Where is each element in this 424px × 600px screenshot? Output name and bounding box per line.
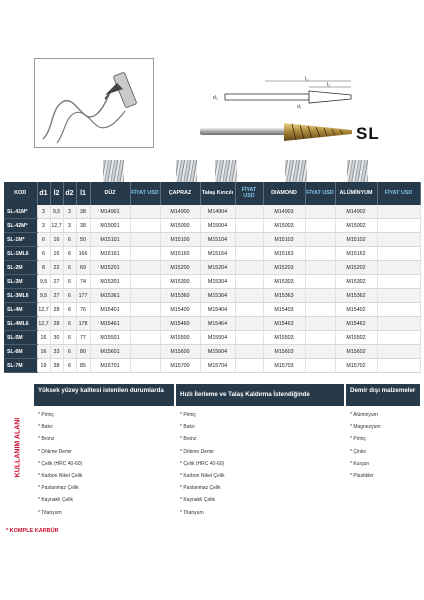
table-cell: 80: [76, 345, 90, 359]
table-cell: M14901: [90, 205, 130, 219]
table-cell: [377, 317, 420, 331]
table-cell: 3: [63, 205, 76, 219]
col-header: ÇAPRAZ: [160, 182, 200, 205]
table-cell: [377, 331, 420, 345]
usage-item: * Titanyum: [180, 507, 344, 519]
tool-photo: [196, 115, 356, 147]
table-cell: 77: [76, 331, 90, 345]
table-cell: [235, 233, 263, 247]
usage-list: [346, 406, 420, 482]
table-cell: [377, 289, 420, 303]
col-header: ALÜMİNYUM: [335, 182, 377, 205]
table-cell: M15604: [200, 345, 235, 359]
table-cell: [377, 205, 420, 219]
product-code-cell: SL-2M: [4, 261, 37, 275]
table-cell: M15163: [263, 247, 305, 261]
table-cell: [130, 331, 160, 345]
table-cell: M15401: [90, 303, 130, 317]
swatch-duz: [103, 160, 124, 182]
product-code-cell: SL-3M: [4, 275, 37, 289]
table-cell: M15461: [90, 317, 130, 331]
table-cell: M15003: [263, 219, 305, 233]
usage-list: [34, 406, 174, 519]
table-cell: [305, 317, 335, 331]
table-cell: [377, 275, 420, 289]
table-cell: M15202: [335, 261, 377, 275]
table-cell: M15500: [160, 331, 200, 345]
table-row: [4, 247, 420, 261]
table-cell: [235, 219, 263, 233]
col-header: l2: [50, 182, 63, 205]
table-cell: [130, 317, 160, 331]
table-cell: [130, 205, 160, 219]
table-cell: M15702: [335, 359, 377, 373]
product-code-cell: SL-42M*: [4, 219, 37, 233]
col-header: FİYAT USD: [235, 182, 263, 205]
product-code-cell: SL-3ML6: [4, 289, 37, 303]
table-cell: M15504: [200, 331, 235, 345]
table-cell: M15600: [160, 345, 200, 359]
table-cell: [377, 219, 420, 233]
table-cell: 6: [63, 331, 76, 345]
table-cell: 8: [37, 261, 50, 275]
table-row: [4, 317, 420, 331]
table-cell: M14904: [200, 205, 235, 219]
usage-item: * Magnezyum: [350, 421, 420, 433]
table-cell: [235, 331, 263, 345]
table-cell: M15002: [335, 219, 377, 233]
table-cell: 6: [63, 317, 76, 331]
table-cell: [305, 205, 335, 219]
product-code-cell: SL-4ML6: [4, 317, 37, 331]
table-cell: M15103: [263, 233, 305, 247]
dim-d2-label: d₂: [213, 95, 218, 101]
table-cell: 19: [37, 359, 50, 373]
table-cell: [377, 303, 420, 317]
table-header-row: [4, 182, 420, 205]
table-cell: [305, 303, 335, 317]
usage-column-1: [34, 384, 174, 524]
usage-item: * Plastikler: [350, 470, 420, 482]
table-cell: [305, 247, 335, 261]
usage-heading: Yüksek yüzey kalitesi istenilen durumlarda: [34, 384, 174, 406]
table-cell: 30: [50, 331, 63, 345]
table-cell: M14902: [335, 205, 377, 219]
usage-item: * Dökme Demir: [180, 446, 344, 458]
table-row: [4, 275, 420, 289]
table-cell: M15100: [160, 233, 200, 247]
usage-item: * Pirinç: [38, 409, 174, 421]
usage-item: * Çinko: [350, 446, 420, 458]
table-cell: [305, 359, 335, 373]
table-cell: M15601: [90, 345, 130, 359]
table-cell: 6: [63, 345, 76, 359]
product-illustrations: [0, 0, 424, 158]
table-cell: M15162: [335, 247, 377, 261]
table-cell: M15700: [160, 359, 200, 373]
table-cell: 38: [76, 205, 90, 219]
dim-l2-label: l₂: [327, 82, 331, 88]
col-header: DIAMOND: [263, 182, 305, 205]
table-cell: [377, 233, 420, 247]
usage-item: * Alüminyum: [350, 409, 420, 421]
table-cell: [235, 317, 263, 331]
table-cell: M15001: [90, 219, 130, 233]
table-cell: [305, 331, 335, 345]
product-code-cell: SL-5M: [4, 331, 37, 345]
table-cell: M15360: [160, 289, 200, 303]
product-code-cell: SL-41M*: [4, 205, 37, 219]
table-cell: 9,5: [37, 275, 50, 289]
table-cell: [235, 289, 263, 303]
table-cell: [130, 303, 160, 317]
table-cell: 6: [37, 233, 50, 247]
table-cell: [130, 233, 160, 247]
table-cell: M15200: [160, 261, 200, 275]
table-row: [4, 359, 420, 373]
usage-side-label: KULLANIM ALANI: [14, 417, 22, 478]
table-cell: M15602: [335, 345, 377, 359]
product-code-cell: SL-1M*: [4, 233, 37, 247]
usage-item: * Pirinç: [180, 409, 344, 421]
usage-item: * Bronz: [38, 433, 174, 445]
cut-type-swatches: [0, 160, 424, 182]
table-cell: 38: [50, 359, 63, 373]
table-row: [4, 289, 420, 303]
table-cell: M15701: [90, 359, 130, 373]
usage-item: * Bakır: [38, 421, 174, 433]
table-cell: [305, 289, 335, 303]
swatch-aluminyum: [347, 160, 368, 182]
usage-item: * Titanyum: [38, 507, 174, 519]
table-cell: M15004: [200, 219, 235, 233]
table-cell: 33: [50, 345, 63, 359]
table-cell: M15161: [90, 247, 130, 261]
table-row: [4, 219, 420, 233]
table-cell: [130, 359, 160, 373]
table-row: [4, 233, 420, 247]
table-cell: M15603: [263, 345, 305, 359]
usage-item: * Paslanmaz Çelik: [180, 482, 344, 494]
col-header: l1: [76, 182, 90, 205]
table-cell: 12,7: [50, 219, 63, 233]
usage-item: * Bakır: [180, 421, 344, 433]
col-header: Talaş Kırıcılı: [200, 182, 235, 205]
table-cell: M15363: [263, 289, 305, 303]
footnote: * KOMPLE KARBÜR: [6, 528, 59, 534]
table-cell: 76: [76, 303, 90, 317]
table-cell: 38: [76, 219, 90, 233]
table-row: [4, 261, 420, 275]
table-cell: M15402: [335, 303, 377, 317]
usage-item: * Pirinç: [350, 433, 420, 445]
table-cell: M15364: [200, 289, 235, 303]
table-cell: M15300: [160, 275, 200, 289]
table-cell: M15102: [335, 233, 377, 247]
table-cell: 16: [50, 247, 63, 261]
col-header: d1: [37, 182, 50, 205]
product-code-cell: SL-7M: [4, 359, 37, 373]
table-cell: 3: [37, 219, 50, 233]
usage-item: * Dökme Demir: [38, 446, 174, 458]
usage-item: * Kaynaklı Çelik: [180, 494, 344, 506]
table-cell: [305, 275, 335, 289]
dim-l1-label: l₁: [305, 76, 308, 82]
table-cell: M15362: [335, 289, 377, 303]
table-cell: M15460: [160, 317, 200, 331]
usage-item: * Karbon Nikel Çelik: [38, 470, 174, 482]
table-row: [4, 345, 420, 359]
product-code-cell: SL-1ML6: [4, 247, 37, 261]
table-cell: 28: [50, 317, 63, 331]
table-cell: 3: [37, 205, 50, 219]
table-cell: M15203: [263, 261, 305, 275]
product-table: [4, 182, 421, 373]
technical-drawing: [205, 75, 355, 109]
usage-item: * Bronz: [180, 433, 344, 445]
table-cell: [130, 261, 160, 275]
table-cell: 177: [76, 289, 90, 303]
product-code-cell: SL-6M: [4, 345, 37, 359]
usage-item: * Paslanmaz Çelik: [38, 482, 174, 494]
table-cell: M15361: [90, 289, 130, 303]
table-cell: 85: [76, 359, 90, 373]
table-cell: [235, 275, 263, 289]
table-cell: [377, 247, 420, 261]
col-header: FİYAT USD: [305, 182, 335, 205]
table-cell: 22: [50, 261, 63, 275]
series-label: SL: [356, 124, 380, 143]
table-cell: [377, 345, 420, 359]
table-cell: 50: [76, 233, 90, 247]
table-row: [4, 331, 420, 345]
table-cell: 16: [37, 345, 50, 359]
table-body: [4, 205, 420, 373]
table-cell: M15400: [160, 303, 200, 317]
table-cell: [130, 247, 160, 261]
table-cell: M15501: [90, 331, 130, 345]
table-cell: 69: [76, 261, 90, 275]
table-cell: 178: [76, 317, 90, 331]
table-cell: M15201: [90, 261, 130, 275]
table-cell: M14903: [263, 205, 305, 219]
table-cell: [235, 205, 263, 219]
table-cell: M15204: [200, 261, 235, 275]
table-cell: M15164: [200, 247, 235, 261]
table-cell: [130, 289, 160, 303]
usage-item: * Kaynaklı Çelik: [38, 494, 174, 506]
swatch-capraz: [176, 160, 197, 182]
table-cell: 16: [37, 331, 50, 345]
table-cell: M15000: [160, 219, 200, 233]
swatch-talas: [215, 160, 237, 182]
table-cell: [377, 261, 420, 275]
usage-list: [176, 406, 344, 519]
table-cell: M15160: [160, 247, 200, 261]
usage-heading: Hızlı İlerleme ve Talaş Kaldırma İstendiğinde: [176, 384, 344, 406]
table-cell: M15304: [200, 275, 235, 289]
table-cell: [305, 261, 335, 275]
swatch-diamond: [285, 160, 307, 182]
col-header: KOD: [4, 182, 37, 205]
application-sketch: [34, 58, 154, 148]
usage-heading: Demir dışı malzemeler: [346, 384, 420, 406]
table-cell: M15703: [263, 359, 305, 373]
table-cell: [305, 233, 335, 247]
table-cell: 6: [37, 247, 50, 261]
table-cell: M15303: [263, 275, 305, 289]
table-cell: [305, 345, 335, 359]
table-cell: [377, 359, 420, 373]
col-header: DÜZ: [90, 182, 130, 205]
product-code-cell: SL-4M: [4, 303, 37, 317]
usage-item: * Çelik (HRC 40-60): [38, 458, 174, 470]
table-cell: [235, 303, 263, 317]
usage-item: * Kurşun: [350, 458, 420, 470]
table-cell: 27: [50, 289, 63, 303]
col-header: d2: [63, 182, 76, 205]
table-cell: 6: [63, 275, 76, 289]
table-cell: 74: [76, 275, 90, 289]
table-cell: 9,5: [50, 205, 63, 219]
table-cell: [305, 219, 335, 233]
table-cell: 6: [63, 359, 76, 373]
dim-d1-label: d₁: [297, 104, 302, 109]
table-cell: M15104: [200, 233, 235, 247]
table-cell: 6: [63, 261, 76, 275]
table-cell: 27: [50, 275, 63, 289]
usage-item: * Karbon Nikel Çelik: [180, 470, 344, 482]
table-cell: [235, 345, 263, 359]
table-cell: 6: [63, 233, 76, 247]
usage-item: * Çelik (HRC 40-60): [180, 458, 344, 470]
table-cell: 12,7: [37, 303, 50, 317]
table-cell: M15704: [200, 359, 235, 373]
usage-area: [4, 384, 420, 524]
table-cell: [130, 345, 160, 359]
table-cell: 28: [50, 303, 63, 317]
table-cell: [235, 261, 263, 275]
table-cell: 12,7: [37, 317, 50, 331]
table-cell: 3: [63, 219, 76, 233]
table-cell: 16: [50, 233, 63, 247]
table-cell: M15463: [263, 317, 305, 331]
col-header: FİYAT USD: [377, 182, 420, 205]
table-cell: M15302: [335, 275, 377, 289]
table-cell: M15464: [200, 317, 235, 331]
table-cell: M15502: [335, 331, 377, 345]
table-cell: [130, 275, 160, 289]
table-cell: M15462: [335, 317, 377, 331]
usage-column-3: [346, 384, 420, 524]
table-cell: 6: [63, 289, 76, 303]
table-cell: 166: [76, 247, 90, 261]
table-cell: M15503: [263, 331, 305, 345]
table-cell: M15403: [263, 303, 305, 317]
table-cell: [130, 219, 160, 233]
table-row: [4, 205, 420, 219]
table-row: [4, 303, 420, 317]
table-cell: 6: [63, 247, 76, 261]
table-cell: M15301: [90, 275, 130, 289]
col-header: FİYAT USD: [130, 182, 160, 205]
table-cell: 6: [63, 303, 76, 317]
table-cell: [235, 359, 263, 373]
usage-column-2: [176, 384, 344, 524]
table-cell: M15404: [200, 303, 235, 317]
table-cell: M15101: [90, 233, 130, 247]
table-cell: [235, 247, 263, 261]
table-cell: M14900: [160, 205, 200, 219]
table-cell: 9,5: [37, 289, 50, 303]
